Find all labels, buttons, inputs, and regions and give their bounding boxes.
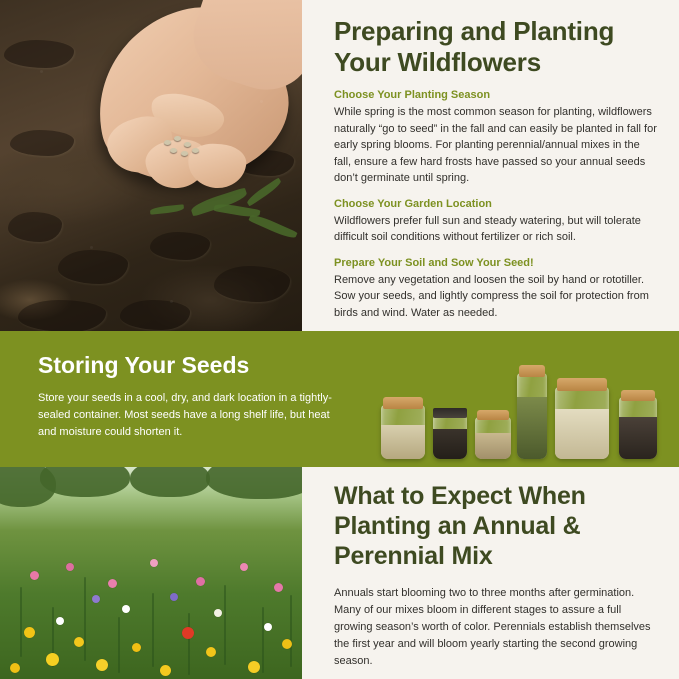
section-3-paragraph: Annuals start blooming two to three months after germination. Many of our mixes bloom in different stages to assure a full growing season’s worth of color. Perennials establish themselves the first year and will bloom yearly starting the second growing season. [334, 587, 651, 668]
flower [108, 579, 117, 588]
flower [248, 661, 260, 673]
tall-jar [517, 373, 547, 459]
flower [10, 663, 20, 673]
flower [46, 653, 59, 666]
jar [381, 405, 425, 459]
flower [206, 647, 216, 657]
flower [96, 659, 108, 671]
seed-storage-jars-photo [375, 347, 665, 459]
soil-clod [8, 212, 62, 242]
flower [182, 627, 194, 639]
soil-clod [150, 232, 210, 260]
flower [282, 639, 292, 649]
tree [130, 467, 210, 497]
flower [24, 627, 35, 638]
soil-clod [58, 250, 128, 284]
soil-clod [18, 300, 106, 331]
flower [274, 583, 283, 592]
flower [74, 637, 84, 647]
flower [92, 595, 100, 603]
cork-lid [383, 397, 423, 409]
large-jar [555, 387, 609, 459]
section-3-title: What to Expect When Planting an Annual & Perennial Mix [334, 482, 586, 570]
section-2-paragraph: Store your seeds in a cool, dry, and dark location in a tightly-sealed container. Most seeds have a long shelf life, but heat and moisture could shorten it. [38, 392, 332, 439]
paragraph-planting-season: While spring is the most common season for planting, wildflowers naturally “go to seed” in the fall and can easily be planted in fall for early spring blooms. For planting perennial/annual mixes in the fall, ensure a few hard frosts have passed so your annual seeds don’t germinate until spring. [334, 106, 657, 185]
soil-clod [120, 300, 190, 330]
cork-lid [477, 410, 509, 420]
flower [240, 563, 248, 571]
cork-lid [557, 378, 607, 391]
flower [196, 577, 205, 586]
flower [30, 571, 39, 580]
flower [160, 665, 171, 676]
section-2-text [38, 353, 338, 441]
flower [56, 617, 64, 625]
wildflower-meadow-photo [0, 467, 302, 679]
section-what-to-expect [0, 467, 679, 679]
cork-lid [519, 365, 545, 377]
subheading-planting-season: Choose Your Planting Season [334, 89, 491, 102]
subheading-prepare-soil: Prepare Your Soil and Sow Your Seed! [334, 256, 534, 269]
section-storing-seeds [0, 331, 679, 467]
soil-clod [4, 40, 74, 68]
section-3-text [302, 467, 679, 679]
dark-lid [433, 408, 467, 418]
hand-sowing-seeds-photo [0, 0, 302, 331]
jar [475, 417, 511, 459]
flower [214, 609, 222, 617]
soil-clod [214, 266, 290, 302]
page-title: Preparing and Planting Your Wildflowers [334, 16, 615, 77]
paragraph-garden-location: Wildflowers prefer full sun and steady watering, but will tolerate difficult soil conditions without fertilizer or rich soil. [334, 214, 641, 244]
flower [122, 605, 130, 613]
section-1-text [302, 0, 679, 331]
jar [619, 397, 657, 459]
flower [132, 643, 141, 652]
section-preparing-planting [0, 0, 679, 331]
cork-lid [621, 390, 655, 401]
subheading-garden-location: Choose Your Garden Location [334, 197, 492, 210]
seeds-in-palm [162, 136, 208, 162]
paragraph-prepare-soil: Remove any vegetation and loosen the soil by hand or rototiller. Sow your seeds, and lightly compress the soil for protection from birds and wind. Water as needed. [334, 273, 649, 319]
section-2-title: Storing Your Seeds [38, 352, 250, 378]
flower [150, 559, 158, 567]
soil-clod [10, 130, 74, 156]
flower [264, 623, 272, 631]
flower [170, 593, 178, 601]
jar [433, 415, 467, 459]
flower [66, 563, 74, 571]
